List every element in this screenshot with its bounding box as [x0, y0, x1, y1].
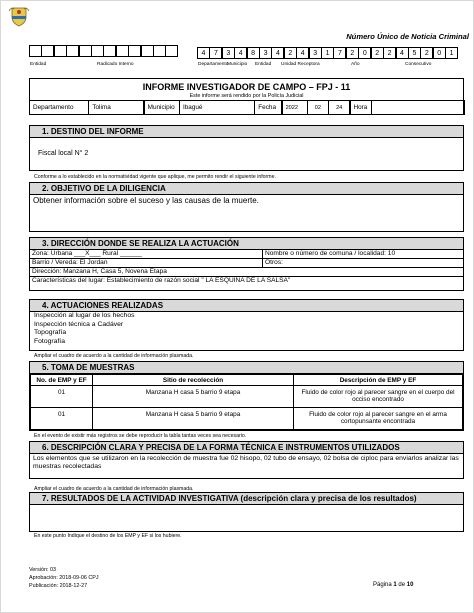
digit-cell[interactable]: 3 [222, 47, 235, 59]
actuacion-item: Topografía [34, 329, 67, 337]
resultados-note: En este punto Indique el destino de los EMP y EF si los hubiere. [34, 533, 182, 539]
actuaciones-note: Ampliar el cuadro de acuerdo a la cantidad de información plasmada. [34, 353, 194, 359]
digit-cell[interactable]: 2 [383, 47, 396, 59]
footer-publicacion: Publicación: 2018-12-27 [29, 583, 88, 589]
digit-cell[interactable]: 2 [346, 47, 359, 59]
col-header-emp: No. de EMP y EF [31, 375, 93, 386]
muestras-table [30, 374, 463, 430]
tecnica-note: Ampliar el cuadro de acuerdo a la cantidad de información plasmada. [34, 486, 194, 492]
grid-cell[interactable] [141, 45, 154, 57]
caption-unidad-receptora: Unidad Receptora [281, 62, 320, 67]
footer [29, 566, 99, 590]
grid-cell[interactable] [91, 45, 104, 57]
caption-radicado: Radicado Interno [97, 62, 134, 67]
caption-consecutivo: Consecutivo [405, 62, 432, 67]
section-objetivo [29, 182, 464, 232]
muestras-note: En el evento de existir más registros se debe reproducir la tabla tantas veces sea necesario. [34, 433, 247, 439]
digit-cell[interactable]: 4 [396, 47, 409, 59]
departamento-field[interactable]: Tolima [88, 100, 144, 115]
grid-cell[interactable] [153, 45, 166, 57]
coat-of-arms-logo [7, 5, 31, 27]
actuacion-item: Fotografía [34, 337, 65, 345]
digit-cell[interactable]: 3 [309, 47, 322, 59]
cell-sitio[interactable]: Manzana H casa 5 barrio 9 etapa [93, 386, 294, 408]
section-muestras-title: 5. TOMA DE MUESTRAS [30, 362, 463, 374]
digit-cell[interactable]: 3 [259, 47, 272, 59]
digit-cell[interactable]: 1 [321, 47, 334, 59]
otros-field[interactable]: Otros: [265, 259, 283, 266]
grid-cell[interactable] [103, 45, 116, 57]
grid-cell[interactable] [66, 45, 79, 57]
location-row [29, 100, 464, 115]
digit-cell[interactable]: 4 [234, 47, 247, 59]
hora-field[interactable] [371, 100, 465, 115]
grid-cell[interactable] [54, 45, 67, 57]
footer-aprobacion: Aprobación: 2018-09-06 CPJ [29, 575, 99, 581]
cell-emp[interactable]: 01 [31, 386, 93, 408]
total-pages: 10 [406, 582, 414, 588]
grid-cell[interactable] [116, 45, 129, 57]
section-destino [29, 125, 464, 171]
hora-label: Hora [350, 100, 372, 115]
section-resultados [29, 492, 464, 532]
comuna-field[interactable]: Nombre o número de comuna / localidad: 10 [265, 250, 396, 257]
footer-version: Versión: 03 [29, 567, 56, 573]
section-direccion [29, 237, 464, 291]
caption-ano: Año [351, 62, 360, 67]
grid-cell[interactable] [165, 45, 178, 57]
grid-cell[interactable] [41, 45, 54, 57]
form-title: INFORME INVESTIGADOR DE CAMPO – FPJ - 11 [142, 82, 351, 92]
section-actuaciones [29, 299, 464, 351]
grid-cell[interactable] [79, 45, 92, 57]
cell-descripcion[interactable]: Fluido de color rojo al parecer sangre en el arma cortopunsante encontrada [294, 408, 463, 430]
day-field[interactable]: 24 [328, 100, 350, 115]
table-row [31, 408, 463, 430]
grid-cell[interactable] [29, 45, 42, 57]
col-header-sitio: Sitio de recolección [93, 375, 294, 386]
month-field[interactable]: 02 [307, 100, 329, 115]
cell-emp[interactable]: 01 [31, 408, 93, 430]
page-indicator [373, 582, 413, 588]
section-tecnica [29, 441, 464, 479]
caracteristicas-field[interactable]: Características del lugar: Establecimiento de razón social " LA ESQUINA DE LA SALSA" [32, 277, 291, 284]
section-resultados-title: 7. RESULTADOS DE LA ACTIVIDAD INVESTIGATIVA (descripción clara y precisa de los resultados) [30, 493, 463, 505]
direccion-field[interactable]: Dirección: Manzana H, Casa 5, Novena Etapa [30, 268, 463, 277]
cell-sitio[interactable]: Manzana H casa 5 barrio 9 etapa [93, 408, 294, 430]
noticia-entry-grid [29, 45, 178, 57]
form-subtitle: Este informe será rendido por la Policía Judicial [189, 93, 304, 99]
actuacion-item: Inspección técnica a Cadáver [34, 320, 124, 328]
de-label: de [398, 582, 406, 588]
digit-cell[interactable]: 7 [209, 47, 222, 59]
objetivo-text[interactable]: Obtener información sobre el suceso y las causas de la muerte. [33, 196, 259, 205]
section-destino-title: 1. DESTINO DEL INFORME [30, 126, 463, 138]
pagina-label: Página [373, 582, 392, 588]
year-field[interactable]: 2022 [282, 100, 308, 115]
section-objetivo-title: 2. OBJETIVO DE LA DILIGENCIA [30, 183, 463, 195]
digit-cell[interactable]: 4 [296, 47, 309, 59]
digit-cell[interactable]: 1 [445, 47, 458, 59]
table-row [31, 386, 463, 408]
section-tecnica-title: 6. DESCRIPCIÓN CLARA Y PRECISA DE LA FORMA TÉCNICA E INSTRUMENTOS UTILIZADOS [30, 442, 463, 454]
caption-municipio: Municipio [227, 62, 248, 67]
section-actuaciones-title: 4. ACTUACIONES REALIZADAS [30, 300, 463, 312]
destino-text[interactable]: Fiscal local N° 2 [38, 150, 89, 157]
grid-cell[interactable] [128, 45, 141, 57]
zona-field[interactable]: Zona: Urbana ___X___ Rural ______ [30, 250, 263, 258]
municipio-label: Municipio [144, 100, 180, 115]
section-direccion-title: 3. DIRECCIÓN DONDE SE REALIZA LA ACTUACIÓN [30, 238, 463, 250]
noticia-criminal-title: Número Único de Noticia Criminal [346, 32, 469, 41]
col-header-descripcion: Descripción de EMP y EF [294, 375, 463, 386]
digit-cell[interactable]: 7 [333, 47, 346, 59]
actuacion-item: Inspección al lugar de los hechos [34, 312, 135, 319]
caption-departamento: Departamento [198, 62, 229, 67]
departamento-label: Departamento [29, 100, 89, 115]
digit-cell[interactable]: 5 [408, 47, 421, 59]
section-muestras [29, 361, 464, 431]
tecnica-text[interactable]: Los elementos que se utilizaron en la recolección de muestra fue 02 hisopo, 02 tubo de ensayo, 02 bolsa de ciploc para enviarlos analizar las muestras recolectadas [33, 455, 459, 470]
digit-cell[interactable]: 8 [247, 47, 260, 59]
municipio-field[interactable]: Ibagué [179, 100, 255, 115]
digit-cell[interactable]: 4 [271, 47, 284, 59]
digit-cell[interactable]: 0 [433, 47, 446, 59]
caption-entidad-2: Entidad [255, 62, 272, 67]
cell-descripcion[interactable]: Fluido de color rojo al parecer sangre en el cuerpo del occiso encontrado [294, 386, 463, 408]
barrio-field[interactable]: Barrio / Vereda: El Jordan [30, 259, 263, 267]
noticia-digits-grid [197, 47, 458, 59]
digit-cell[interactable]: 4 [197, 47, 210, 59]
destino-note: Conforme a lo establecido en la normatividad vigente que aplique, me permito rendir el siguiente informe. [34, 174, 276, 180]
fecha-label: Fecha [254, 100, 282, 115]
digit-cell[interactable]: 2 [284, 47, 297, 59]
digit-cell[interactable]: 2 [371, 47, 384, 59]
current-page: 1 [393, 582, 397, 588]
caption-entidad: Entidad [30, 62, 47, 67]
digit-cell[interactable]: 0 [358, 47, 371, 59]
digit-cell[interactable]: 2 [420, 47, 433, 59]
